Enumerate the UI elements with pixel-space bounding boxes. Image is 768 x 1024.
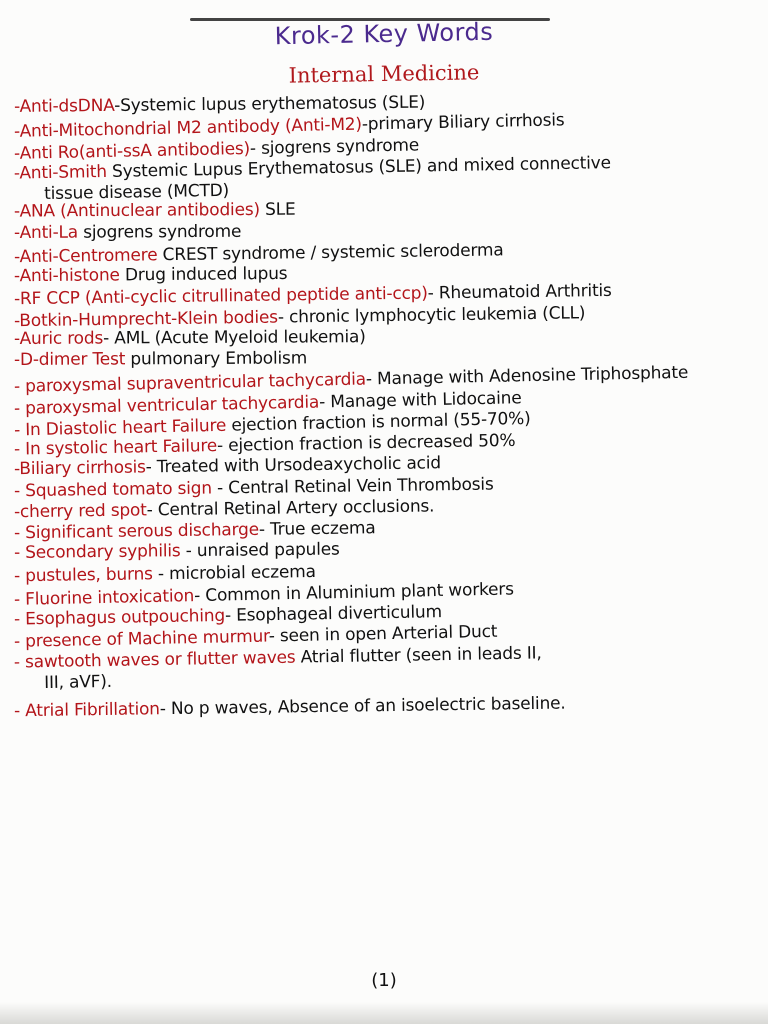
entry-term: - pustules, burns: [13, 563, 153, 586]
entry-definition: - microbial eczema: [152, 561, 316, 584]
entry-definition: pulmonary Embolism: [125, 348, 308, 370]
entry-definition: - ejection fraction is decreased 50%: [216, 430, 516, 457]
entry-definition: CREST syndrome / systemic scleroderma: [157, 240, 504, 265]
entry-definition: - AML (Acute Myeloid leukemia): [103, 326, 366, 349]
keyword-list: [13, 92, 766, 722]
entry-definition: - Treated with Ursodeaxycholic acid: [145, 453, 442, 478]
entry-definition: - seen in open Arterial Duct: [268, 622, 498, 647]
entry-term: -Anti-Centromere: [13, 244, 158, 267]
entry-term: -cherry red spot: [13, 500, 147, 522]
entry-definition: - Common in Aluminium plant workers: [193, 579, 514, 606]
entry-definition: - True eczema: [258, 518, 376, 540]
entry-term: -ANA (Antinuclear antibodies): [13, 200, 260, 222]
entry-definition: - sjogrens syndrome: [249, 134, 420, 159]
entry-term: -Biliary cirrhosis: [13, 457, 146, 480]
entry-term: -Anti Ro(anti-ssA antibodies): [13, 138, 251, 164]
entry-definition: SLE: [259, 199, 296, 221]
entry-continuation: III, aVF).: [44, 671, 113, 693]
entry-definition: - No p waves, Absence of an isoelectric baseline.: [159, 693, 566, 720]
entry-definition: - Esophageal diverticulum: [224, 602, 443, 626]
entry-definition: Drug induced lupus: [119, 263, 288, 286]
entry-term: - paroxysmal ventricular tachycardia: [13, 391, 320, 419]
entry-term: -D-dimer Test: [13, 349, 126, 370]
entry-definition: - Manage with Adenosine Triphosphate: [365, 363, 689, 390]
entry-term: - Fluorine intoxication: [13, 585, 195, 610]
entry-definition: Atrial flutter (seen in leads II,: [295, 642, 542, 668]
entry-definition: Systemic Lupus Erythematosus (SLE) and mixed connective: [106, 152, 611, 182]
entry-term: -Anti-La: [13, 222, 79, 243]
entry-continuation: tissue disease (MCTD): [44, 180, 230, 205]
entry-definition: -Systemic lupus erythematosus (SLE): [114, 92, 426, 116]
entry-definition: ejection fraction is normal (55-70%): [225, 408, 531, 436]
entry-term: - sawtooth waves or flutter waves: [13, 647, 296, 673]
entry-term: - In systolic heart Failure: [13, 436, 218, 460]
entry-definition: - chronic lymphocytic leukemia (CLL): [277, 302, 586, 328]
entry-definition: -primary Biliary cirrhosis: [361, 110, 565, 135]
entry-term: - Squashed tomato sign: [13, 477, 213, 501]
entry-term: - paroxysmal supraventricular tachycardia: [13, 369, 367, 398]
entry-definition: - Central Retinal Vein Thrombosis: [211, 474, 494, 498]
entry-term: -Botkin-Humprecht-Klein bodies: [13, 307, 279, 331]
entry-term: -Anti-Mitochondrial M2 antibody (Anti-M2): [13, 114, 363, 143]
page-bottom-shadow: [0, 1002, 768, 1024]
entry-term: -Auric rods: [13, 328, 104, 349]
page-number: (1): [371, 970, 397, 991]
entry-term: - Significant serous discharge: [13, 519, 260, 544]
entry-definition: - Central Retinal Artery occlusions.: [146, 496, 435, 521]
entry-definition: - unraised papules: [180, 539, 340, 562]
entry-term: -RF CCP (Anti-cyclic citrullinated peptide anti-ccp): [13, 283, 428, 310]
entry-term: - Atrial Fibrillation: [13, 699, 160, 722]
entry-definition: - Rheumatoid Arthritis: [427, 281, 612, 304]
entry-term: - presence of Machine murmur: [13, 626, 269, 653]
entry-term: -Anti-histone: [13, 265, 120, 287]
entry-term: - Secondary syphilis: [13, 541, 181, 564]
entry-term: - Esophagus outpouching: [13, 605, 226, 630]
entry-definition: - Manage with Lidocaine: [318, 387, 522, 412]
entry-term: - In Diastolic heart Failure: [13, 415, 227, 441]
entry-term: -Anti-Smith: [13, 161, 108, 184]
page-title: Krok-2 Key Words: [274, 17, 494, 51]
entry-definition: sjogrens syndrome: [77, 221, 242, 243]
entry-term: -Anti-dsDNA: [13, 95, 115, 117]
keyword-entry: [14, 691, 766, 723]
section-subtitle: Internal Medicine: [288, 60, 480, 88]
